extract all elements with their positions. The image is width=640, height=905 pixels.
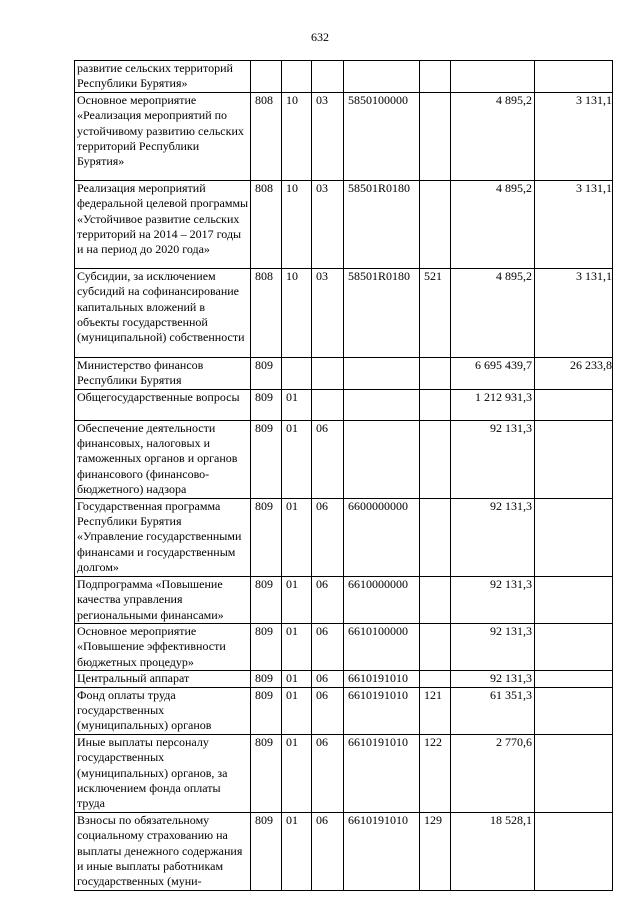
cell-expense-code xyxy=(420,420,451,498)
cell-admin-code: 809 xyxy=(251,812,282,890)
cell-expense-code: 129 xyxy=(420,812,451,890)
cell-section-code: 10 xyxy=(282,92,312,180)
cell-amount-2: 3 131,1 xyxy=(535,268,613,357)
cell-target-code: 58501R0180 xyxy=(344,180,420,268)
cell-admin-code: 809 xyxy=(251,389,282,420)
cell-amount-2: 26 233,8 xyxy=(535,357,613,389)
cell-name: Иные выплаты персоналу государственных (муниципальных) органов, за исключением фонда оплаты труда xyxy=(75,734,251,812)
table-row xyxy=(75,671,613,687)
cell-name: Обеспечение деятельности финансовых, налоговых и таможенных органов и органов финансового (финансово-бюджетного) надзора xyxy=(75,420,251,498)
table-row xyxy=(75,734,613,812)
cell-target-code: 6610191010 xyxy=(344,671,420,687)
cell-name: Министерство финансов Республики Бурятия xyxy=(75,357,251,389)
table-row xyxy=(75,180,613,268)
cell-expense-code: 122 xyxy=(420,734,451,812)
cell-subsection-code: 06 xyxy=(312,576,344,623)
cell-subsection-code: 06 xyxy=(312,687,344,734)
cell-admin-code xyxy=(251,61,282,93)
cell-target-code: 6610191010 xyxy=(344,734,420,812)
cell-target-code xyxy=(344,420,420,498)
cell-admin-code: 808 xyxy=(251,92,282,180)
cell-section-code: 01 xyxy=(282,734,312,812)
cell-admin-code: 809 xyxy=(251,734,282,812)
cell-expense-code xyxy=(420,389,451,420)
cell-expense-code xyxy=(420,61,451,93)
cell-target-code xyxy=(344,61,420,93)
cell-amount-1: 61 351,3 xyxy=(451,687,535,734)
budget-table xyxy=(74,60,613,891)
cell-amount-2 xyxy=(535,812,613,890)
cell-target-code: 5850100000 xyxy=(344,92,420,180)
cell-admin-code: 809 xyxy=(251,357,282,389)
cell-name: Фонд оплаты труда государственных (муниципальных) органов xyxy=(75,687,251,734)
cell-section-code: 10 xyxy=(282,180,312,268)
cell-section-code: 01 xyxy=(282,576,312,623)
cell-admin-code: 808 xyxy=(251,180,282,268)
cell-section-code: 01 xyxy=(282,812,312,890)
cell-section-code: 01 xyxy=(282,420,312,498)
table-row xyxy=(75,623,613,670)
cell-name: Общегосударственные вопросы xyxy=(75,389,251,420)
cell-expense-code: 121 xyxy=(420,687,451,734)
cell-expense-code: 521 xyxy=(420,268,451,357)
cell-amount-1: 18 528,1 xyxy=(451,812,535,890)
table-row xyxy=(75,420,613,498)
cell-expense-code xyxy=(420,671,451,687)
cell-amount-2 xyxy=(535,420,613,498)
cell-target-code: 6610191010 xyxy=(344,812,420,890)
cell-amount-2 xyxy=(535,498,613,576)
cell-name: Подпрограмма «Повышение качества управления региональными финансами» xyxy=(75,576,251,623)
cell-amount-1: 4 895,2 xyxy=(451,268,535,357)
cell-amount-2 xyxy=(535,687,613,734)
cell-amount-1 xyxy=(451,61,535,93)
page-number: 632 xyxy=(311,30,329,44)
table-row xyxy=(75,498,613,576)
cell-target-code: 6610000000 xyxy=(344,576,420,623)
table-row xyxy=(75,61,613,93)
cell-section-code: 01 xyxy=(282,687,312,734)
cell-section-code: 01 xyxy=(282,389,312,420)
cell-section-code xyxy=(282,61,312,93)
cell-amount-2 xyxy=(535,671,613,687)
table-row xyxy=(75,576,613,623)
cell-expense-code xyxy=(420,180,451,268)
cell-target-code: 6610100000 xyxy=(344,623,420,670)
cell-expense-code xyxy=(420,623,451,670)
cell-name: Основное мероприятие «Повышение эффективности бюджетных процедур» xyxy=(75,623,251,670)
cell-amount-1: 92 131,3 xyxy=(451,576,535,623)
cell-section-code: 01 xyxy=(282,671,312,687)
cell-amount-2: 3 131,1 xyxy=(535,92,613,180)
cell-subsection-code: 06 xyxy=(312,623,344,670)
cell-name: Реализация мероприятий федеральной целевой программы «Устойчивое развитие сельских территорий на 2014 – 2017 годы и на период до 2020 года» xyxy=(75,180,251,268)
table-row xyxy=(75,687,613,734)
cell-amount-2 xyxy=(535,576,613,623)
cell-subsection-code: 03 xyxy=(312,92,344,180)
cell-amount-1: 2 770,6 xyxy=(451,734,535,812)
cell-amount-1: 92 131,3 xyxy=(451,623,535,670)
cell-expense-code xyxy=(420,576,451,623)
cell-subsection-code: 06 xyxy=(312,812,344,890)
cell-subsection-code xyxy=(312,357,344,389)
cell-expense-code xyxy=(420,498,451,576)
cell-subsection-code xyxy=(312,389,344,420)
cell-amount-2 xyxy=(535,61,613,93)
table-row xyxy=(75,389,613,420)
table-body xyxy=(75,61,613,891)
cell-amount-2 xyxy=(535,734,613,812)
cell-admin-code: 809 xyxy=(251,671,282,687)
cell-subsection-code: 06 xyxy=(312,671,344,687)
cell-target-code xyxy=(344,389,420,420)
cell-target-code xyxy=(344,357,420,389)
cell-target-code: 6610191010 xyxy=(344,687,420,734)
cell-subsection-code: 06 xyxy=(312,734,344,812)
cell-amount-2: 3 131,1 xyxy=(535,180,613,268)
cell-amount-1: 4 895,2 xyxy=(451,180,535,268)
cell-subsection-code: 06 xyxy=(312,420,344,498)
cell-amount-1: 92 131,3 xyxy=(451,498,535,576)
table-row xyxy=(75,812,613,890)
cell-amount-1: 92 131,3 xyxy=(451,671,535,687)
cell-admin-code: 809 xyxy=(251,687,282,734)
cell-section-code: 10 xyxy=(282,268,312,357)
cell-target-code: 6600000000 xyxy=(344,498,420,576)
cell-admin-code: 808 xyxy=(251,268,282,357)
cell-subsection-code: 06 xyxy=(312,498,344,576)
cell-amount-1: 92 131,3 xyxy=(451,420,535,498)
cell-name: Основное мероприятие «Реализация мероприятий по устойчивому развитию сельских территорий Республики Бурятия» xyxy=(75,92,251,180)
cell-admin-code: 809 xyxy=(251,420,282,498)
cell-expense-code xyxy=(420,357,451,389)
cell-name: Субсидии, за исключением субсидий на софинансирование капитальных вложений в объекты государственной (муниципальной) собственности xyxy=(75,268,251,357)
cell-name: Взносы по обязательному социальному страхованию на выплаты денежного содержания и иные выплаты работникам государственных (муни- xyxy=(75,812,251,890)
cell-subsection-code: 03 xyxy=(312,268,344,357)
table-row xyxy=(75,268,613,357)
cell-section-code xyxy=(282,357,312,389)
cell-amount-1: 6 695 439,7 xyxy=(451,357,535,389)
cell-target-code: 58501R0180 xyxy=(344,268,420,357)
cell-amount-2 xyxy=(535,623,613,670)
cell-amount-1: 4 895,2 xyxy=(451,92,535,180)
cell-subsection-code: 03 xyxy=(312,180,344,268)
cell-subsection-code xyxy=(312,61,344,93)
cell-amount-2 xyxy=(535,389,613,420)
cell-admin-code: 809 xyxy=(251,623,282,670)
cell-admin-code: 809 xyxy=(251,498,282,576)
cell-amount-1: 1 212 931,3 xyxy=(451,389,535,420)
cell-admin-code: 809 xyxy=(251,576,282,623)
cell-expense-code xyxy=(420,92,451,180)
cell-name: Государственная программа Республики Бурятия «Управление государственными финансами и государственным долгом» xyxy=(75,498,251,576)
table-row xyxy=(75,357,613,389)
cell-section-code: 01 xyxy=(282,623,312,670)
cell-name: развитие сельских территорий Республики Бурятия» xyxy=(75,61,251,93)
table-row xyxy=(75,92,613,180)
cell-name: Центральный аппарат xyxy=(75,671,251,687)
cell-section-code: 01 xyxy=(282,498,312,576)
